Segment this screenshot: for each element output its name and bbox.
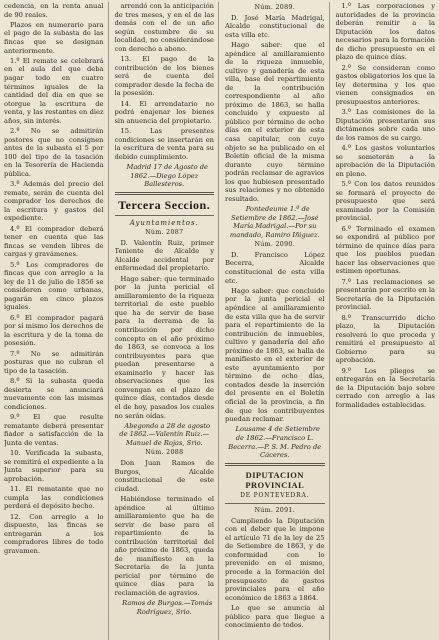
column-1 <box>4 2 109 640</box>
column-3 <box>225 2 330 640</box>
notice-2087-para-0: D. Valentín Ruiz, primer Teniente de Alcalde y Alcalde accidental por enfermedad del propietario. <box>114 238 214 273</box>
notice-number: Núm. 2089. <box>254 4 296 11</box>
divider <box>225 503 325 504</box>
notice-2089-para-1: Hago saber: que el apéndice al amillaramiento de la riqueza inmueble, cultivo y ganadería de esta villa, base del repartimiento de la contribución correspondiente al año próximo de 1863, se halla concluido y expuesto al público por término de ocho días en el exterior de esta casa capitular, con cuyo objeto se ha publicado en el Boletín oficial de la misma durante cuyo término podrán reclamar de agravios los que hubiesen presentado sus relaciones y no obtenido resultado. <box>225 40 325 203</box>
col1-para-1: 1.º El remate se celebrará en el aula del que deba pagar todo en cuatro términos iguales de la cantidad del dia en que se otorgue la escritura de venta, y las restantes en diez años, sin interés. <box>4 56 104 125</box>
notice-2087-signature: Abegondo a 28 de agosto de 1862.—Valentín Ruiz.—Manuel de Rojas, Srio. <box>119 421 211 447</box>
diputacion-heading: DIPUTACION PROVINCIAL <box>245 469 305 490</box>
notice-2090-para-0: D. Francisco López Becerra, Alcalde constitucional de esta villa etc. <box>225 250 325 285</box>
date-signature: Madrid 17 de Agosto de 1862.—Diego López Ballesteros. <box>126 163 208 189</box>
col1-para-6: 6.º El comprador pagará por sí mismo los derechos de la escritura y de la toma de posesión. <box>4 313 104 348</box>
col2-para-1: 13. El pago de la contribución de los bienes será de cuenta del comprador desde la fecha de la posesión. <box>114 55 214 98</box>
col4-para-6: 7.º Las reclamaciones se presentarán por escrito en la Secretaría de la Diputación provincial. <box>335 277 435 312</box>
col2-para-0: arrendó con la anticipación de tres meses, y en el de las demás con el de un año según costumbre de su localidad, no considerándose con derecho a abono. <box>114 2 214 53</box>
notice-2089-signature: Pontedeume 1.º de Setiembre de 1862.—José María Madrigal.—Por su mandado, Ramiro Iñiguez. <box>229 205 320 239</box>
col1-para-12: 12. Con arreglo a lo dispuesto, las fincas se entregarán a los compradores libres de todo gravamen. <box>4 512 104 555</box>
notice-2091-para-0: Cumpliendo la Diputación con el deber que le impone el artículo 71 de la ley de 25 de Setiembre de 1863, y de conformidad con lo prevenido en el mismo, procede a la formación del presupuesto de gastos provinciales para el año económico de 1863 a 1864. <box>225 516 325 602</box>
col1-para-8: 8.º Si la subasta queda desierta se anunciará nuevamente con las mismas condiciones. <box>4 377 104 411</box>
col4-para-8: 9.º Los pliegos se entregarán en la Secretaría de la Diputación bajo sobre cerrado con arreglo a las formalidades establecidas. <box>335 366 435 409</box>
divider <box>225 463 325 466</box>
col4-para-7: 8.º Transcurrido dicho plazo, la Diputación resolverá lo que proceda y remitirá el presupuesto al Gobierno para su aprobación. <box>335 313 435 365</box>
col1-para-0: Plazos en numerario para el pago de la subasta de las fincas que se designan anteriormente. <box>4 20 104 55</box>
notice-2087-para-1: Hago saber: que terminado por la junta pericial el amillaramiento de la riqueza territorial de este pueblo que ha de servir de base para la derrama de la contribución por dicho concepto en el año próximo de 1863, se convoca a los contribuyentes para que puedan presentarse a examinarlo y hacer las observaciones que les convengan en el plazo de quince días, contados desde el de hoy, pasados los cuales no serán oídas. <box>114 274 214 420</box>
col1-para-7: 7.º No se admitirán posturas que no cubran el tipo de la tasación. <box>4 349 104 375</box>
notice-2089-para-0: D. José María Madrigal, Alcalde constitucional de esta villa etc. <box>225 13 325 39</box>
col4-para-5: 6.º Terminado el examen se expondrá al público por término de quince días para que los pueblos puedan hacer las observaciones que estimen oportunas. <box>335 224 435 276</box>
notice-number: Núm. 2090. <box>254 241 296 249</box>
col1-para-2: 2.º No se admitirán postores que no consignen antes de la subasta el 5 por 100 del tipo de la tasación en la Tesorería de Hacienda pública. <box>4 127 104 178</box>
notice-2091-para-1: Lo que se anuncia al público para que llegue a conocimiento de todos. <box>225 603 325 630</box>
section-subtitle: Ayuntamientos. <box>129 218 199 227</box>
diputacion-subheading: DE PONTEVEDRA. <box>240 491 310 499</box>
notice-number: Núm. 2087 <box>145 229 184 237</box>
notice-2088-signature: Ramos de Burgos.—Tomás Rodríguez, Srio. <box>122 599 213 616</box>
col1-para-5: 5.º Los compradores de fincas que con arreglo a la ley de 11 de julio de 1856 se consideren como urbanas, pagarán en cinco plazos iguales. <box>4 260 104 312</box>
notice-2088-para-0: Don Juan Ramos de Burgos, Alcalde constitucional de este ciudad. <box>114 459 214 493</box>
column-2 <box>115 2 220 640</box>
col4-para-3: 4.º Los gastos voluntarios se someterán a la aprobación de la Diputación en pleno. <box>335 144 435 178</box>
col2-para-2: 14. El arrendatario no podrá enajenar los bienes sin anuencia del propietario. <box>114 99 214 125</box>
col1-para-4: 4.º El comprador deberá tener en cuenta que las fincas se venden libres de cargas y gravámenes. <box>4 224 104 259</box>
col1-para-10: 10. Verificada la subasta, se remitirá el expediente a la Junta superior para su aprobación. <box>4 449 104 483</box>
col4-para-4: 5.º Con los datos reunidos se formará el proyecto de presupuesto que será examinado por la Comisión provincial. <box>335 180 435 223</box>
divider <box>115 192 215 195</box>
notice-2090-signature: Lousame 4 de Setiembre de 1862.—Francisco L. Becerra.—P. S. M. Pedro de Cáceres. <box>228 425 322 460</box>
notice-2090-para-1: Hago saber: que concluido por la junta pericial el apéndice al amillaramiento de esta villa que ha de servir para el repartimiento de la contribución de inmuebles, cultivo y ganadería del año próximo de 1863, se halla de manifiesto en el exterior de este ayuntamiento por término de ocho días, contados desde la inserción del presente en el Boletín oficial de la provincia, a fin de que los contribuyentes puedan reclamar. <box>225 286 325 424</box>
notice-number: Núm. 2091. <box>254 507 296 515</box>
divider <box>115 215 215 216</box>
section-title: Tercera Seccion. <box>118 197 211 212</box>
col1-para-11: 11. El rematante que no cumpla las condiciones perderá el depósito hecho. <box>4 485 104 511</box>
col4-para-0: 1.º Las corporaciones y autoridades de la provincia deberán remitir a la Diputación los datos necesarios para la formación de dicho presupuesto en el plazo de quince días. <box>335 2 435 62</box>
col1-para-3: 3.º Además del precio del remate, serán de cuenta del comprador los derechos de la escritura y gastos del expediente. <box>4 180 104 223</box>
column-4 <box>336 2 436 640</box>
intro-line: cedencia, en la renta anual de 90 reales. <box>4 2 104 19</box>
notice-2088-para-1: Habiéndose terminado el apéndice al último amillaramiento que ha de servir de base para el repartimiento de la contribución territorial del año próximo de 1863, queda de manifiesto en la Secretaría de la junta pericial por término de quince días para la reclamación de agravios. <box>114 495 214 598</box>
col4-para-1: 2.º Se consideran como gastos obligatorios los que la ley determina y los que vienen consignados en presupuestos anteriores. <box>335 63 435 106</box>
notice-number: Núm. 2088 <box>145 449 184 457</box>
col4-para-2: 3.º Las comisiones de la Diputación presentarán sus dictámenes sobre cada uno de los ramos de su cargo. <box>335 108 435 142</box>
col1-para-9: 9.º El que resulte rematante deberá presentar fiador a satisfacción de la Junta de ventas. <box>4 413 104 447</box>
col2-para-3: 15. Las presentes condiciones se insertarán en la escritura de venta para su debido cumplimiento. <box>114 127 214 161</box>
